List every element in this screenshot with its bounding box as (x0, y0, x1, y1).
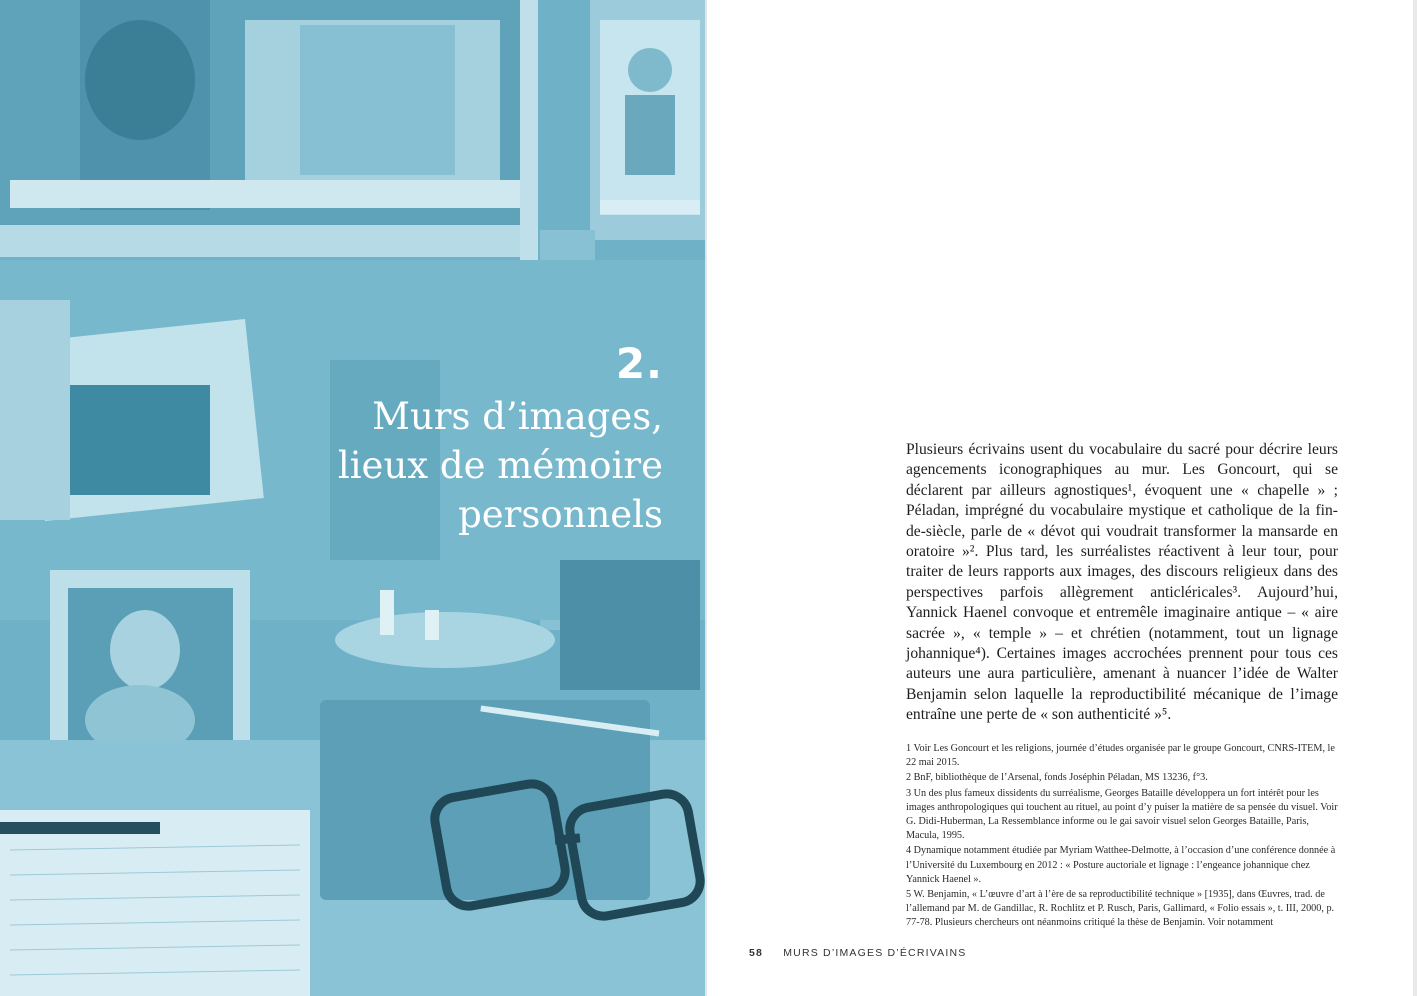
running-head: MURS D’IMAGES D’ÉCRIVAINS (783, 947, 967, 959)
chapter-title-line: personnels (458, 493, 663, 536)
page-number: 58 (749, 947, 764, 959)
page-edge (1413, 0, 1417, 996)
footnote: 5 W. Benjamin, « L’œuvre d’art à l’ère de sa reproductibilité technique » [1935], dans Œuvres, trad. de l’allemand par M. de Gandillac, R. Rochlitz et P. Rusch, Paris, Gallimard, « Folio essais », t. III, 2000, p. 77-78. Plusieurs chercheurs ont néanmoins critiqué la thèse de Benjamin. Voir notamment (906, 889, 1335, 929)
body-paragraph-block (906, 440, 1338, 726)
chapter-number: 2. (615, 339, 663, 388)
chapter-title-line: lieux de mémoire (337, 444, 663, 487)
footnote: 3 Un des plus fameux dissidents du surréalisme, Georges Bataille développera un fort intérêt pour les images anthropologiques qui touchent au rituel, au point d’y puiser la matière de sa pensée du visuel. Voir G. Didi-Huberman, La Ressemblance informe ou le gai savoir visuel selon Georges Bataille, Paris, Macula, 1995. (906, 787, 1338, 842)
chapter-heading (338, 338, 663, 539)
page-gutter (705, 0, 707, 996)
footnote: 1 Voir Les Goncourt et les religions, journée d’études organisée par le groupe Goncourt, CNRS-ITEM, le 22 mai 2015. (906, 743, 1335, 769)
photo-page (0, 0, 705, 996)
chapter-title-line: Murs d’images, (372, 395, 663, 438)
footnotes (906, 742, 1338, 932)
footnote: 4 Dynamique notamment étudiée par Myriam Watthee-Delmotte, à l’occasion d’une conférence donnée à l’Université du Luxembourg en 2012 : « Posture auctoriale et lignage : l’engeance johannique chez Yannick Haenel ». (906, 845, 1336, 885)
footnote: 2 BnF, bibliothèque de l’Arsenal, fonds Joséphin Péladan, MS 13236, f°3. (906, 772, 1208, 784)
page-footer (749, 947, 966, 959)
chapter-title (338, 392, 663, 539)
body-paragraph: Plusieurs écrivains usent du vocabulaire du sacré pour décrire leurs agencements iconographiques au mur. Les Goncourt, qui se déclarent par ailleurs agnostiques¹, évoquent une « chapelle » ; Péladan, imprégné du vocabulaire mystique et catholique de la fin-de-siècle, parle de « dévot qui voudrait transformer la mansarde en oratoire »². Plus tard, les surréalistes réactivent à leur tour, pour traiter de leurs rapports aux images, des discours religieux dans des perspectives parfois allègrement anticléricales³. Aujourd’hui, Yannick Haenel convoque et entremêle imaginaire antique – « aire sacrée », « temple » – et chrétien (notamment, tout un lignage johannique⁴). Certaines images accrochées prennent pour tous ces auteurs une aura particulière, amenant à nuancer l’idée de Walter Benjamin selon laquelle la reproductibilité mécanique de l’image entraîne une perte de « son authenticité »⁵. (906, 441, 1338, 724)
